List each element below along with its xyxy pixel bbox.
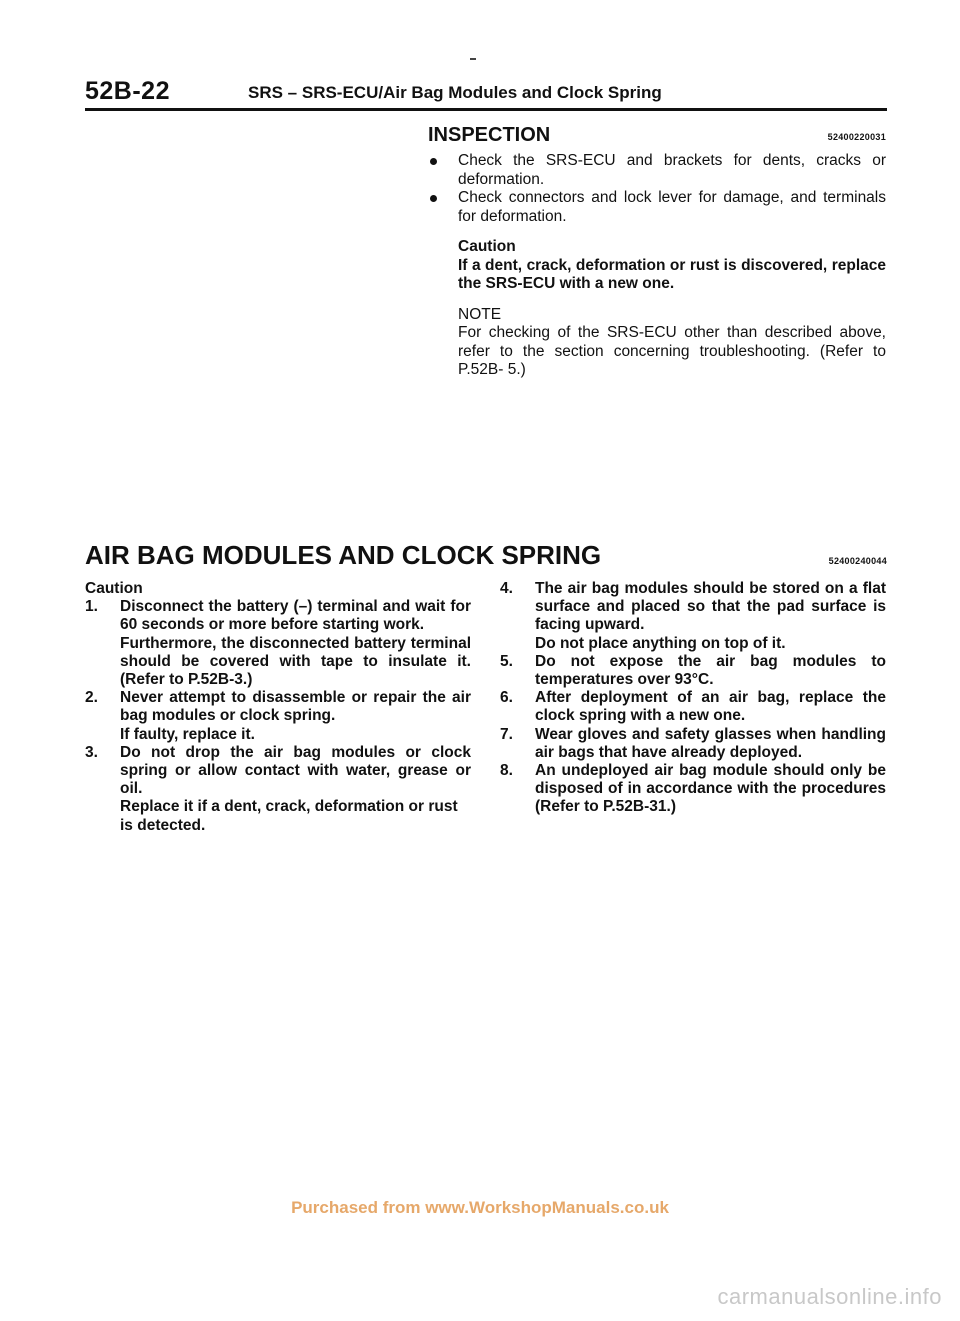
airbag-left-column — [85, 580, 471, 835]
inspection-code: 52400220031 — [827, 132, 886, 142]
bullet-item — [428, 189, 886, 226]
caution-list-right — [500, 580, 886, 817]
bullet-dot-icon — [430, 158, 437, 165]
caution-text: If a dent, crack, deformation or rust is discovered, replace the SRS-ECU with a new one. — [458, 256, 886, 292]
caution-item — [500, 689, 886, 725]
note-text: For checking of the SRS-ECU other than described above, refer to the section concerning troubleshooting. (Refer to P.52B- 5.) — [458, 324, 886, 378]
item-text: After deployment of an air bag, replace the clock spring with a new one. — [535, 689, 886, 725]
item-text: Wear gloves and safety glasses when handling air bags that have already deployed. — [535, 725, 886, 761]
header-rule — [85, 108, 887, 111]
caution-item — [500, 580, 886, 653]
caution-item — [85, 689, 471, 744]
inspection-note — [428, 306, 886, 380]
item-subtext: Furthermore, the disconnected battery terminal should be covered with tape to insulate it. (Refer to P.52B-3.) — [120, 634, 471, 689]
airbag-section-code: 52400240044 — [828, 556, 887, 566]
page-number: 52B-22 — [85, 77, 170, 105]
caution-item — [500, 762, 886, 817]
airbag-right-column — [500, 580, 886, 817]
bullet-item — [428, 152, 886, 189]
item-text: The air bag modules should be stored on a flat surface and placed so that the pad surface is facing upward. — [535, 580, 886, 634]
running-title: SRS – SRS-ECU/Air Bag Modules and Clock Spring — [248, 83, 662, 102]
item-text: Never attempt to disassemble or repair the air bag modules or clock spring. — [120, 689, 471, 725]
caution-item — [500, 653, 886, 689]
item-number: 8. — [500, 762, 513, 780]
item-number: 4. — [500, 580, 513, 597]
bullet-dot-icon — [430, 195, 437, 202]
item-subtext: Do not place anything on top of it. — [535, 634, 786, 652]
item-text: An undeployed air bag module should only be disposed of in accordance with the procedures (Refer to P.52B-31.) — [535, 762, 886, 816]
item-number: 6. — [500, 689, 513, 707]
item-text: Do not expose the air bag modules to temperatures over 93°C. — [535, 652, 886, 689]
header-mark — [470, 58, 476, 60]
item-number: 7. — [500, 725, 513, 743]
inspection-bullets — [428, 152, 886, 226]
caution-item — [85, 598, 471, 689]
note-label: NOTE — [458, 305, 502, 323]
caution-list-left — [85, 598, 471, 835]
purchased-from-link[interactable]: Purchased from www.WorkshopManuals.co.uk — [291, 1198, 669, 1217]
page-header — [85, 77, 887, 107]
caution-item — [85, 744, 471, 835]
site-watermark: carmanualsonline.info — [717, 1284, 942, 1309]
caution-label: Caution — [458, 238, 516, 255]
inspection-section — [428, 124, 886, 380]
item-text: Disconnect the battery (–) terminal and wait for 60 seconds or more before starting work. — [120, 598, 471, 634]
bullet-text: Check connectors and lock lever for damage, and terminals for deformation. — [458, 189, 886, 225]
item-text: Do not drop the air bag modules or clock spring or allow contact with water, grease or oil. — [120, 743, 471, 798]
airbag-caution-label: Caution — [85, 580, 143, 597]
item-subtext: If faulty, replace it. — [120, 725, 255, 743]
inspection-heading — [428, 124, 886, 150]
airbag-section-title: AIR BAG MODULES AND CLOCK SPRING — [85, 540, 602, 570]
item-subtext: Replace it if a dent, crack, deformation or rust is detected. — [120, 798, 458, 834]
bullet-text: Check the SRS-ECU and brackets for dents, cracks or deformation. — [458, 152, 886, 188]
caution-item — [500, 726, 886, 762]
item-number: 1. — [85, 598, 98, 616]
item-number: 2. — [85, 689, 98, 707]
item-number: 5. — [500, 652, 513, 670]
inspection-title: INSPECTION — [428, 124, 551, 146]
inspection-caution — [428, 238, 886, 294]
item-number: 3. — [85, 743, 98, 761]
